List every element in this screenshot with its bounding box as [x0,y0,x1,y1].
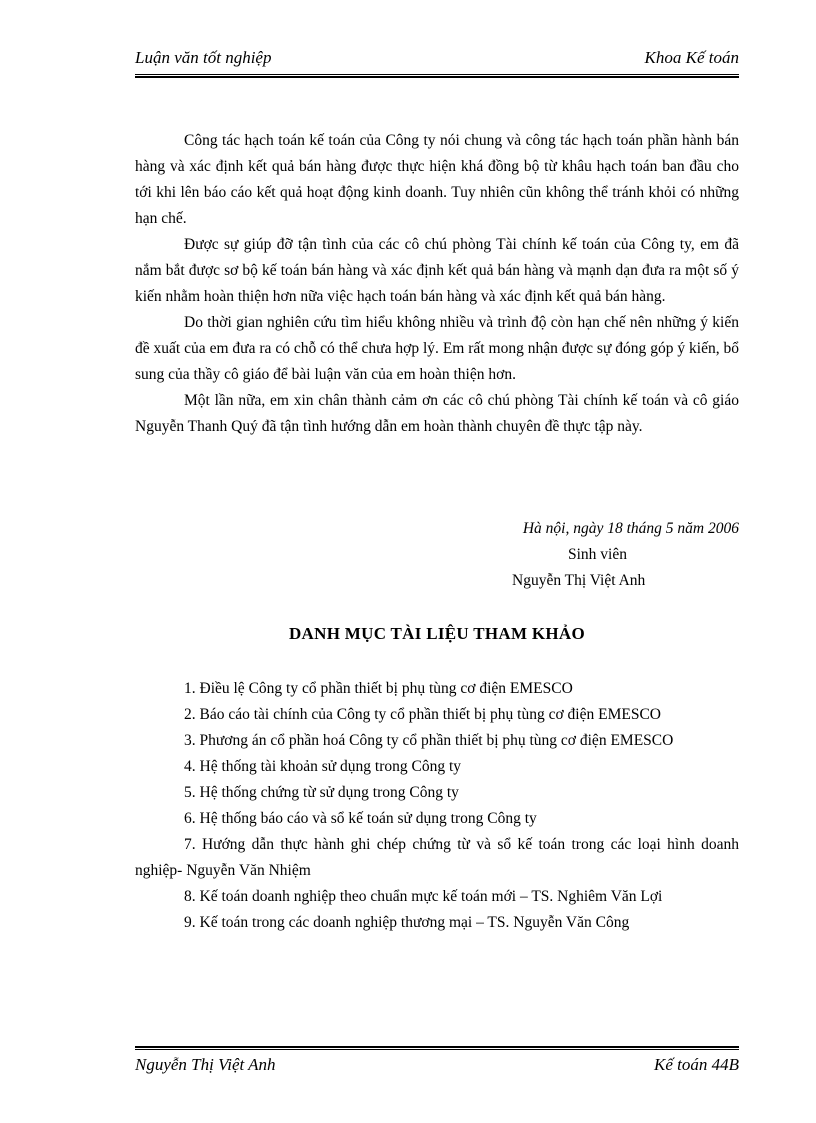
reference-item: 4. Hệ thống tài khoản sử dụng trong Công ty [184,758,462,775]
references-list [135,676,739,936]
footer-divider [135,1046,739,1050]
paragraph: Được sự giúp đỡ tận tình của các cô chú phòng Tài chính kế toán của Công ty, em đã nắm bắt được sơ bộ kế toán bán hàng và xác định kết quả bán hàng và mạnh dạn đưa ra một số ý kiến nhằm hoàn thiện hơn nữa việc hạch toán bán hàng và xác định kết quả bán hàng. [135,236,739,305]
reference-item: 8. Kế toán doanh nghiệp theo chuẩn mực kế toán mới – TS. Nghiêm Văn Lợi [184,888,663,905]
header-thesis-label: Luận văn tốt nghiệp [135,48,272,67]
signature-date: Hà nội, ngày 18 tháng 5 năm 2006 [522,520,739,537]
page-footer [135,1055,739,1075]
signature-role: Sinh viên [568,546,627,563]
references-title: DANH MỤC TÀI LIỆU THAM KHẢO [288,624,586,643]
reference-item: 2. Báo cáo tài chính của Công ty cổ phần thiết bị phụ tùng cơ điện EMESCO [184,706,661,723]
reference-item: 9. Kế toán trong các doanh nghiệp thương mại – TS. Nguyễn Văn Công [184,914,630,931]
reference-item: 3. Phương án cổ phần hoá Công ty cổ phần thiết bị phụ tùng cơ điện EMESCO [184,732,674,749]
page-header [135,48,739,68]
body-text [135,128,739,440]
reference-item: 1. Điều lệ Công ty cổ phần thiết bị phụ tùng cơ điện EMESCO [184,680,573,697]
header-divider [135,74,739,78]
footer-author: Nguyễn Thị Việt Anh [135,1055,276,1074]
header-department-label: Khoa Kế toán [644,48,739,67]
paragraph: Công tác hạch toán kế toán của Công ty nói chung và công tác hạch toán phần hành bán hàng và xác định kết quả bán hàng được thực hiện khá đồng bộ từ khâu hạch toán ban đầu cho tới khi lên báo cáo kết quả hoạt động kinh doanh. Tuy nhiên cũn không thể tránh khỏi có những hạn chế. [135,132,739,227]
footer-class: Kế toán 44B [654,1055,739,1074]
reference-item: 7. Hướng dẫn thực hành ghi chép chứng từ và sổ kế toán trong các loại hình doanh nghiệp- Nguyễn Văn Nhiệm [135,836,739,879]
reference-item: 5. Hệ thống chứng từ sử dụng trong Công ty [184,784,459,801]
paragraph: Một lần nữa, em xin chân thành cảm ơn các cô chú phòng Tài chính kế toán và cô giáo Nguyễn Thanh Quý đã tận tình hướng dẫn em hoàn thành chuyên đề thực tập này. [135,392,739,435]
reference-item: 6. Hệ thống báo cáo và sổ kế toán sử dụng trong Công ty [184,810,537,827]
signature-name: Nguyễn Thị Việt Anh [512,572,646,589]
paragraph: Do thời gian nghiên cứu tìm hiểu không nhiều và trình độ còn hạn chế nên những ý kiến đề xuất của em đưa ra có chỗ có thể chưa hợp lý. Em rất mong nhận được sự đóng góp ý kiến, bổ sung của thầy cô giáo để bài luận văn của em hoàn thiện hơn. [135,314,739,383]
